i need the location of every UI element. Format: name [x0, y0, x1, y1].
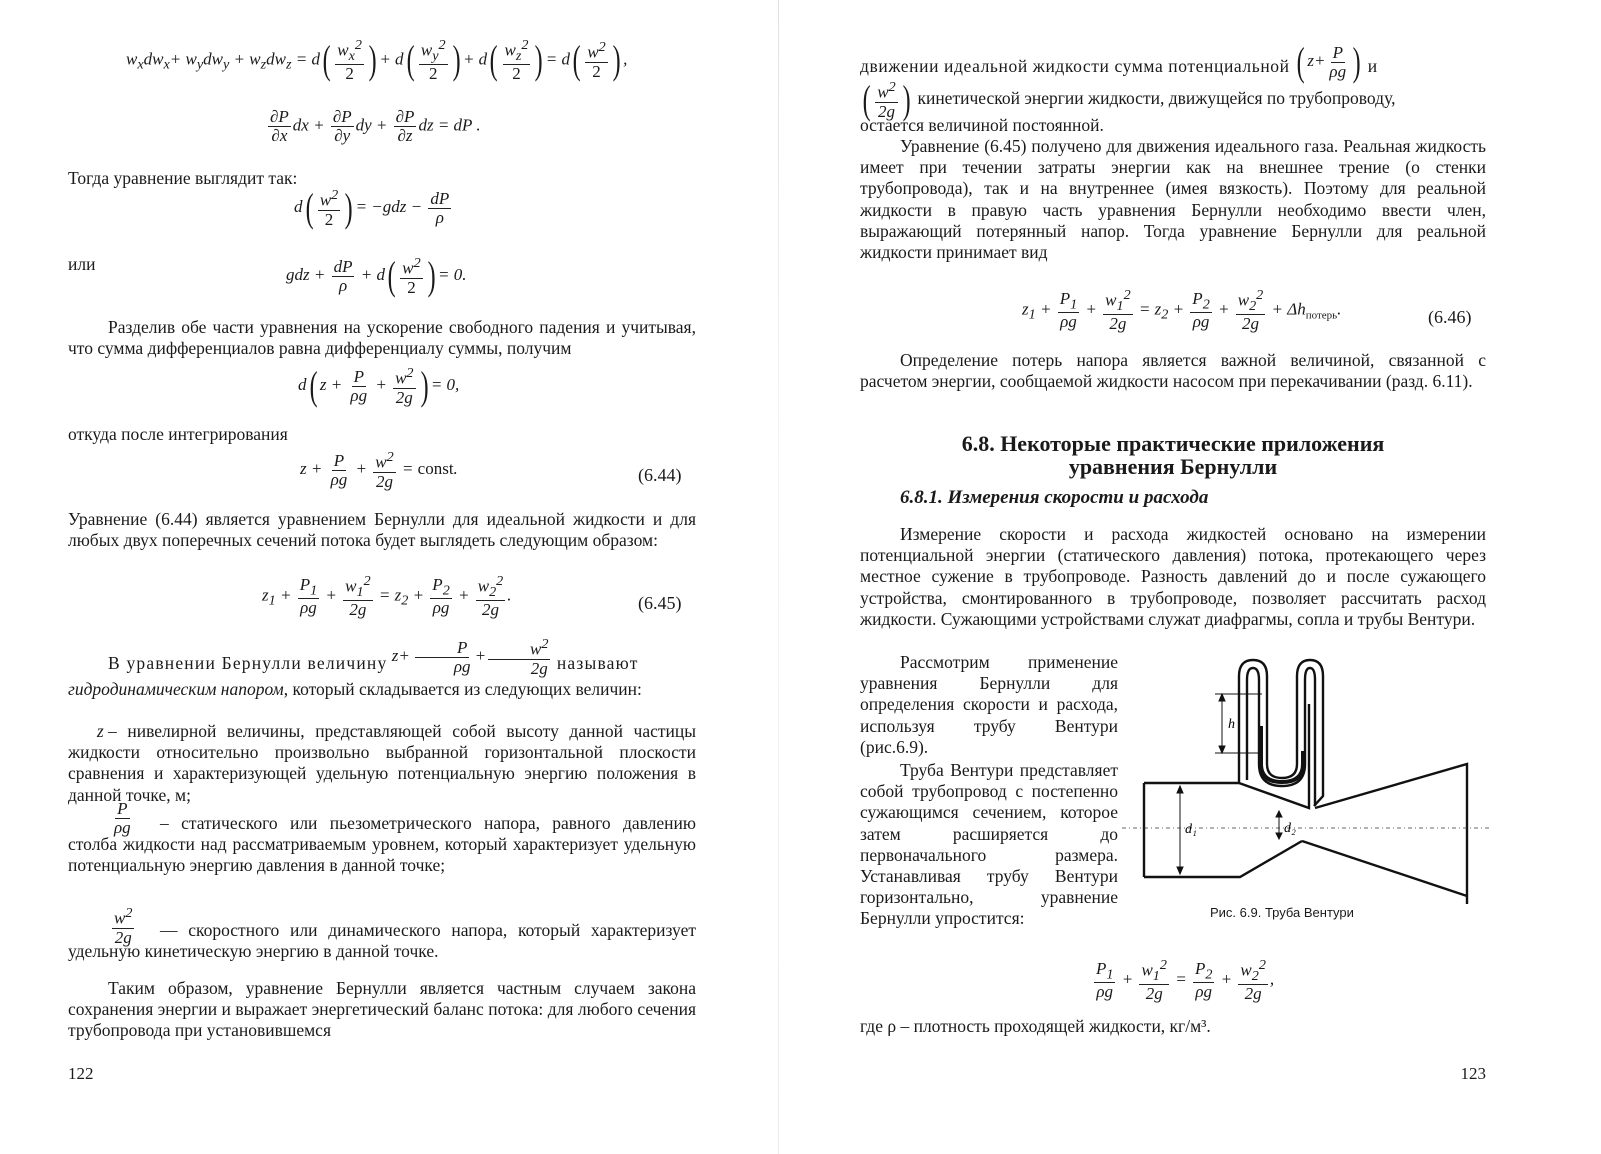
- equation-6-44-label: (6.44): [638, 465, 682, 485]
- equation-d-sum: d( z + $\frac{P}{\rho g}$ + $\frac{w^2}{2g}$ ) = 0,: [298, 363, 460, 409]
- equation-head: z+ $\frac{P}{\rho g}$ + $\frac{w^2}{2g}$: [391, 636, 549, 678]
- paragraph-thus: Таким образом, уравнение Бернулли является частным случаем закона сохранения энергии и выражает энергетический баланс потока: для любого сечения трубопровода при установившемся: [68, 978, 696, 1041]
- figure-label-d1: d₁: [1185, 822, 1197, 837]
- cont-and: и: [1367, 55, 1378, 76]
- section-title-line-1: 6.8. Некоторые практические приложения: [961, 431, 1385, 456]
- text-then: Тогда уравнение выглядит так:: [68, 168, 298, 188]
- head-text-b: называют: [556, 653, 639, 674]
- equation-differentials: $w_xdw_x+ w_ydw_y + w_zdw_z = d$( $\frac{w_x^2}{2}$ ) + d( $\frac{w_y^2}{2}$ ) + d( $\frac{w_z^2}{2}$ ) = d( $\frac{w^2}{2}$ ) ,: [126, 37, 628, 83]
- item-p: – статического или пьезометрического напора, равного давлению столба жидкости над рассматриваемым уровнем, который характеризует удельную потенциальную энергию давления в данной точке;: [68, 813, 696, 876]
- page-number-right: 123: [1460, 1064, 1486, 1083]
- equation-6-46: $z_1$ + $\frac{P_1}{\rho g}$ + $\frac{w_1^2}{2g}$ = $z_2$ + $\frac{P_2}{\rho g}$ + $\frac{w_2^2}{2g}$ + $\Delta h_{потерь}$.: [1022, 287, 1342, 333]
- item-w-symbol: $\frac{w^2}{2g}$: [114, 905, 133, 947]
- equation-simplified: $\frac{P_1}{\rho g}$ + $\frac{w_1^2}{2g}$ = $\frac{P_2}{\rho g}$ + $\frac{w_2^2}{2g}$ ,: [1096, 957, 1275, 1003]
- equation-6-46-label: (6.46): [1428, 307, 1472, 327]
- paragraph-where: где ρ – плотность проходящей жидкости, кг/м³.: [860, 1016, 1211, 1036]
- paragraph-measure: Измерение скорости и расхода жидкостей основано на измерении потенциальной энергии (статического давления) потока, протекающего через местное сужение в трубопроводе. Разность давлений до и после сужающего устройства, смонтированного в трубопроводе, позволяет рассчитать расход жидкости. Сужающими устройствами служат диафрагмы, сопла и трубы Вентури.: [860, 524, 1486, 629]
- venturi-figure: [1122, 656, 1492, 906]
- subsection-title: 6.8.1. Измерения скорости и расхода: [900, 487, 1209, 508]
- loss-subscript: потерь: [1305, 309, 1338, 322]
- head-italic: гидродинамическим напором: [68, 679, 284, 699]
- section-title-line-2: уравнения Бернулли: [1068, 454, 1278, 479]
- equation-pressure-differential: $\frac{\partial P}{\partial x}$ dx + $\frac{\partial P}{\partial y}$ dy + $\frac{\partial P}{\partial z}$ dz = dP .: [270, 107, 481, 145]
- cont-text-a: движении идеальной жидкости сумма потенциальной: [860, 55, 1290, 76]
- text-after-integration: откуда после интегрирования: [68, 424, 288, 444]
- figure-label-d2: d₂: [1284, 821, 1296, 836]
- equation-gdz: gdz + $\frac{dP}{\rho}$ + d( $\frac{w^2}{2}$ ) = 0.: [286, 253, 467, 299]
- head-text-c: , который складывается из следующих величин:: [283, 679, 642, 699]
- equation-6-45: $z_1$ + $\frac{P_1}{\rho g}$ + $\frac{w_1^2}{2g}$ = $z_2$ + $\frac{P_2}{\rho g}$ + $\frac{w_2^2}{2g}$ .: [262, 573, 512, 619]
- text-or: или: [68, 254, 96, 274]
- paragraph-venturi: Труба Вентури представляет собой трубопровод с постепенно сужающимся сечением, которое затем расширяется до первоначального размера. Устанавливая трубу Вентури горизонтально, уравнение Бернулли упростится:: [860, 760, 1118, 929]
- continuation-line-3: остается величиной постоянной.: [860, 115, 1104, 135]
- right-page: [860, 0, 1486, 1154]
- equation-potential: ( z+ $\frac{P}{\rho g}$ ): [1296, 39, 1361, 84]
- paragraph-consider: Рассмотрим применение уравнения Бернулли для определения скорости и расхода, используя трубу Вентури (рис.6.9).: [860, 652, 1118, 757]
- figure-caption: Рис. 6.9. Труба Вентури: [1210, 905, 1354, 920]
- paragraph-head-cont: [68, 679, 696, 700]
- page-number-left: 122: [68, 1064, 94, 1083]
- left-page: [68, 0, 696, 1154]
- const-text: const: [417, 459, 454, 479]
- equation-6-45-label: (6.45): [638, 593, 682, 613]
- head-text-a: В уравнении Бернулли величину: [108, 653, 388, 674]
- page-gutter: [778, 0, 779, 1154]
- item-p-symbol: $\frac{P}{\rho g}$: [114, 799, 131, 837]
- paragraph-losses: Определение потерь напора является важной величиной, связанной с расчетом энергии, сообщаемой жидкости насосом при перекачивании (разд. 6.11).: [860, 350, 1486, 392]
- equation-dw2: d( $\frac{w^2}{2}$ ) = −gdz − $\frac{dP}{\rho}$: [294, 185, 450, 231]
- paragraph-6-45: Уравнение (6.45) получено для движения идеального газа. Реальная жидкость имеет при течении затраты энергии как на внешнее трение (о стенки трубопровода), так и на внутреннее (имея вязкость). Поэтому для реальной жидкости в правую часть уравнения Бернулли необходимо ввести член, выражающий потерянный напор. Тогда уравнение Бернулли для реальной жидкости принимает вид: [860, 136, 1486, 263]
- item-z: z – нивелирной величины, представляющей собой высоту данной частицы жидкости относительно произвольно выбранной горизонтальной плоскости сравнения и характеризующей удельную потенциальную энергию положения в данной точке, м;: [68, 721, 696, 805]
- paragraph-divide: Разделив обе части уравнения на ускорение свободного падения и учитывая, что сумма дифференциалов равна дифференциалу суммы, получим: [68, 317, 696, 359]
- item-w: — скоростного или динамического напора, который характеризует удельную кинетическую энергию в данной точке.: [68, 920, 696, 962]
- equation-6-44: z + $\frac{P}{\rho g}$ + $\frac{w^2}{2g}$ = const.: [300, 449, 458, 491]
- figure-label-h: h: [1228, 717, 1235, 732]
- paragraph-6-44: Уравнение (6.44) является уравнением Бернулли для идеальной жидкости и для любых двух поперечных сечений потока будет выглядеть следующим образом:: [68, 509, 696, 551]
- equation-kinetic: ( $\frac{w^2}{2g}$ ): [862, 77, 911, 123]
- item-z-text: – нивелирной величины, представляющей собой высоту данной частицы жидкости относительно произвольно выбранной горизонтальной плоскости сравнения и характеризующей удельную потенциальную энергию положения в данной точке, м;: [68, 721, 696, 805]
- cont-text-b: кинетической энергии жидкости, движущейся по трубопроводу,: [917, 88, 1396, 109]
